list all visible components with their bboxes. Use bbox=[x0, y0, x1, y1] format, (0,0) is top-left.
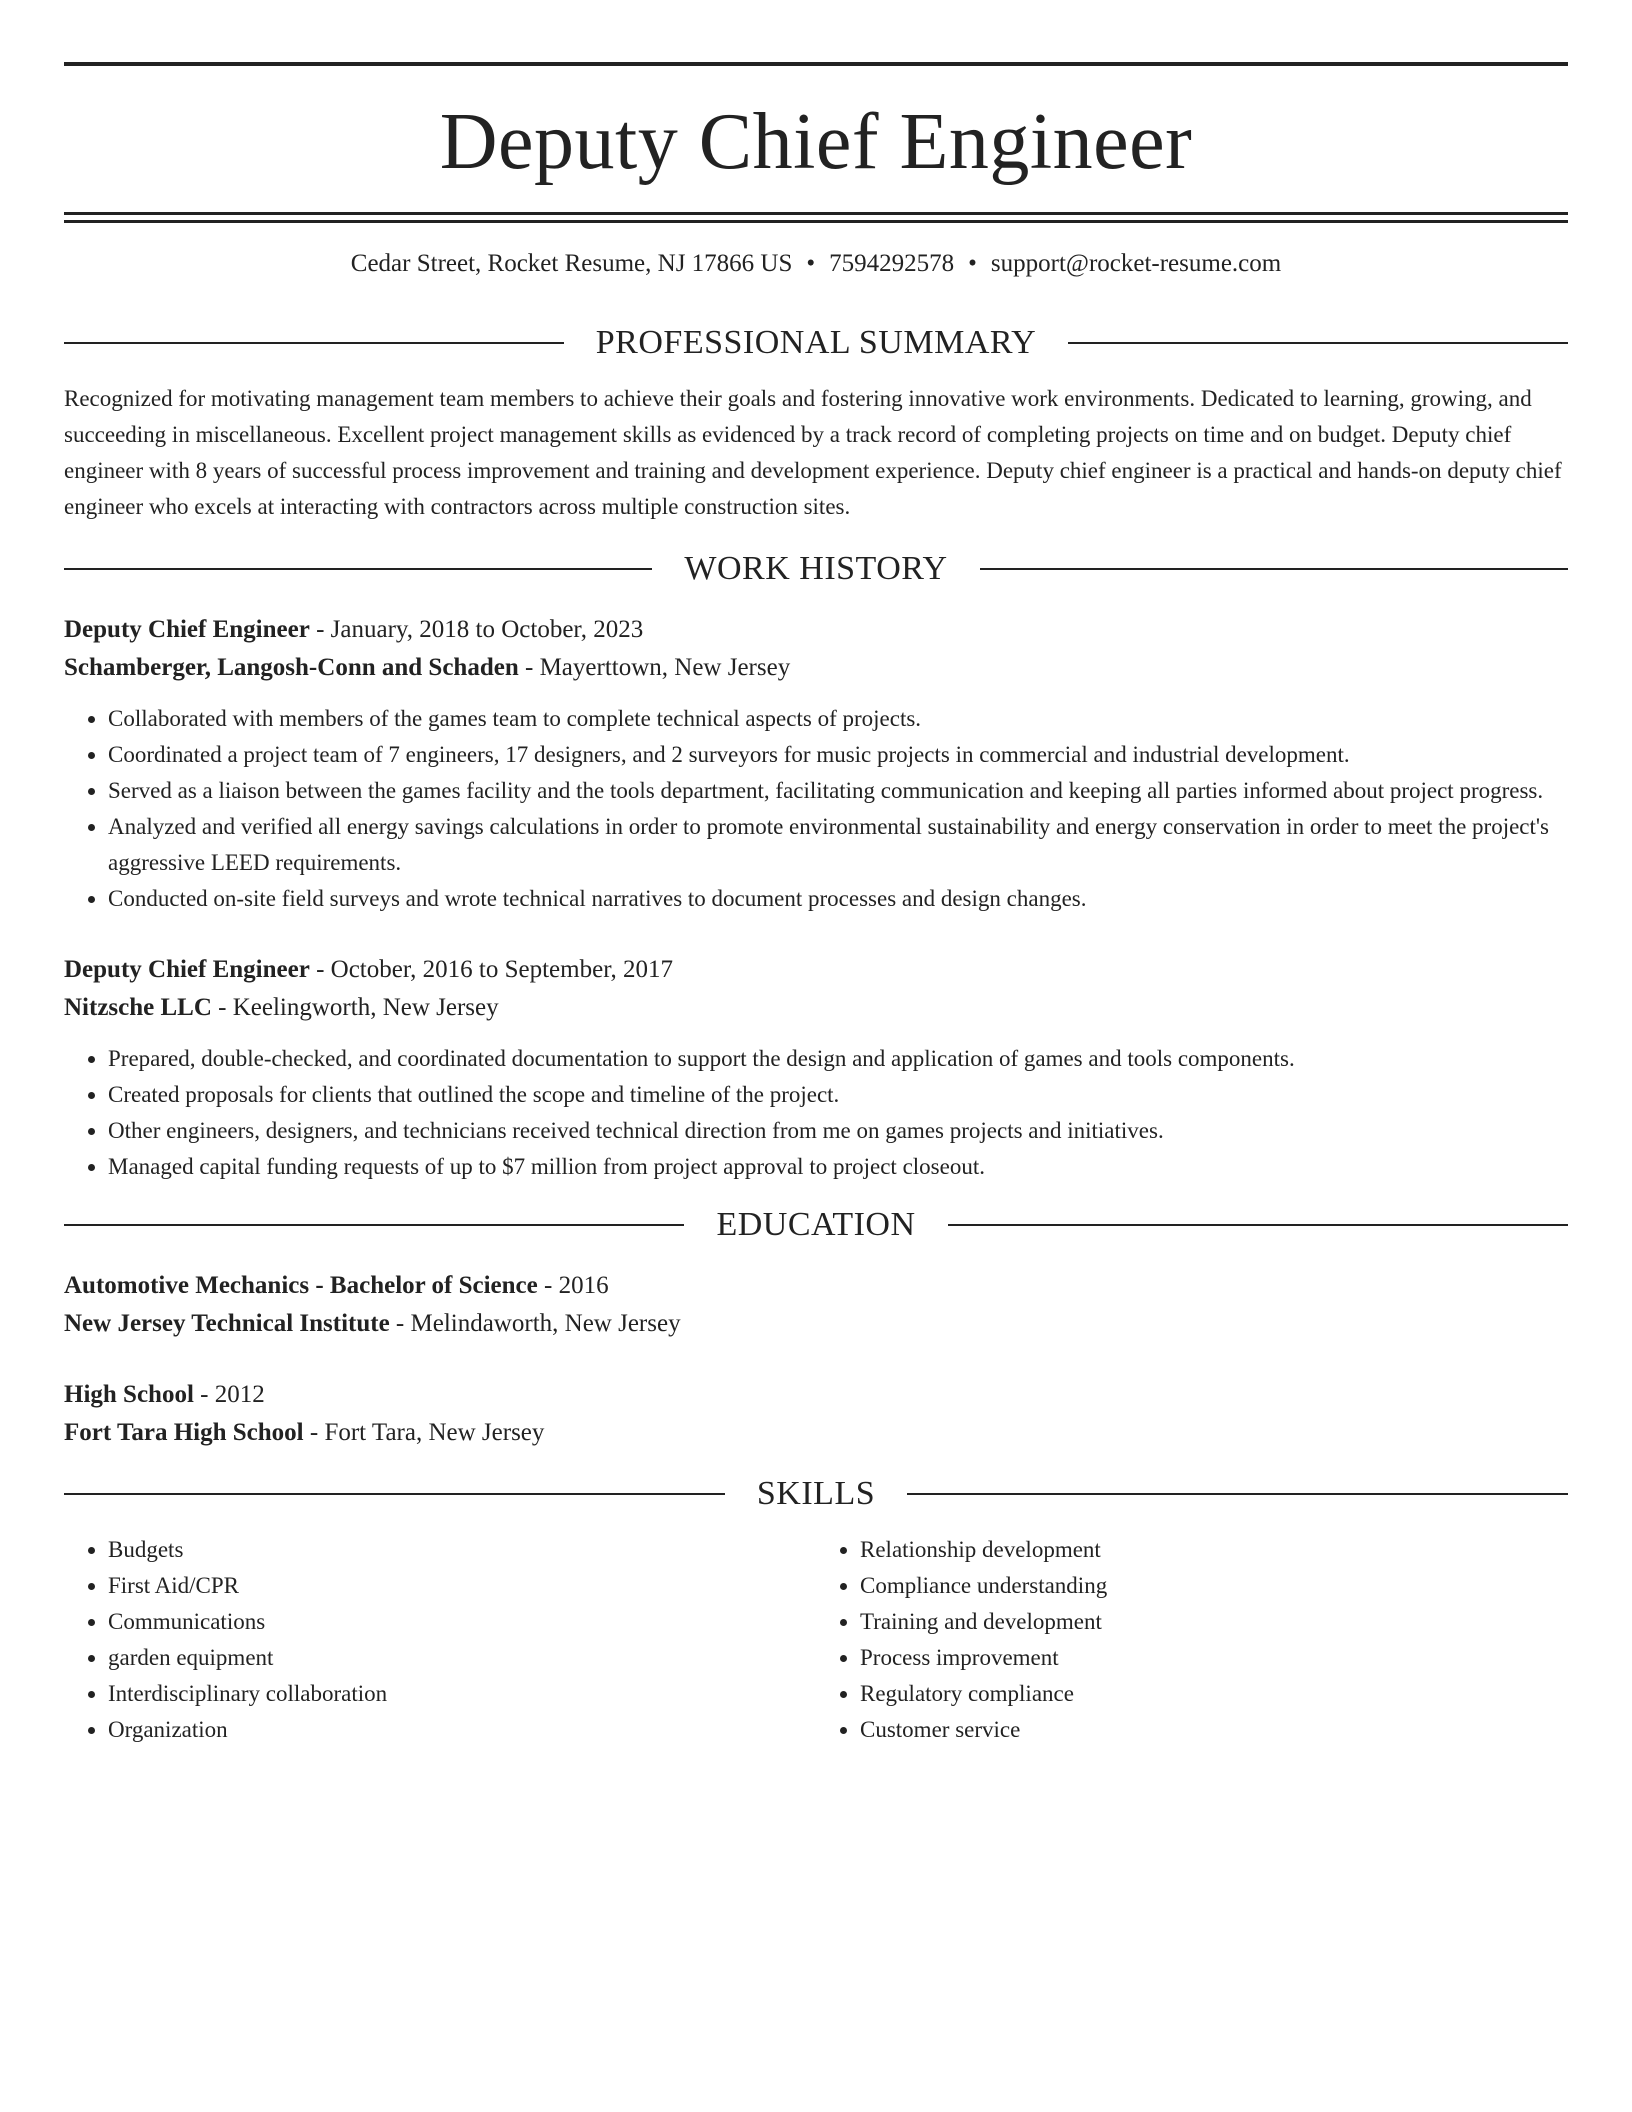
education-school: New Jersey Technical Institute bbox=[64, 1310, 390, 1337]
section-title: EDUCATION bbox=[716, 1206, 916, 1243]
job-company-line bbox=[64, 989, 1568, 1027]
skills-list-right bbox=[816, 1532, 1568, 1748]
section-title: PROFESSIONAL SUMMARY bbox=[595, 324, 1037, 361]
header-double-rule bbox=[64, 212, 1568, 223]
heading-rule bbox=[907, 1493, 1568, 1495]
job-entry bbox=[64, 611, 1568, 917]
education-location: - Melindaworth, New Jersey bbox=[389, 1310, 681, 1337]
skills-list-left bbox=[64, 1532, 816, 1748]
skill-item: • Interdisciplinary collaboration bbox=[108, 1676, 816, 1712]
candidate-name: Deputy Chief Engineer bbox=[439, 98, 1193, 186]
education-location: - Fort Tara, New Jersey bbox=[303, 1419, 545, 1446]
list-item: • Created proposals for clients that outlined the scope and timeline of the project. bbox=[108, 1077, 1568, 1113]
heading-rule bbox=[948, 1224, 1568, 1226]
job-company: Schamberger, Langosh-Conn and Schaden bbox=[64, 654, 519, 681]
section-heading-work-history bbox=[64, 549, 1568, 589]
skill-item: • Organization bbox=[108, 1712, 816, 1748]
section-heading-summary bbox=[64, 323, 1568, 363]
job-title: Deputy Chief Engineer bbox=[64, 616, 310, 643]
heading-rule bbox=[1068, 342, 1568, 344]
header-top-rule bbox=[64, 62, 1568, 66]
education-school-line bbox=[64, 1414, 1568, 1452]
job-title-line bbox=[64, 951, 1568, 989]
job-location: - Mayerttown, New Jersey bbox=[518, 654, 791, 681]
contact-separator: • bbox=[968, 250, 977, 277]
skill-item: • Communications bbox=[108, 1604, 816, 1640]
section-heading-skills bbox=[64, 1474, 1568, 1514]
skill-item: • Budgets bbox=[108, 1532, 816, 1568]
professional-summary: Recognized for motivating management team members to achieve their goals and fostering innovative work environments. Dedicated to learning, growing, and succeeding in miscellaneous. Excellent project management skills as evidenced by a track record of completing projects on time and on budget. Deputy chief engineer with 8 years of successful process improvement and training and development experience. Deputy chief engineer is a practical and hands-on deputy chief engineer who excels at interacting with contractors across multiple construction sites. bbox=[64, 386, 1562, 519]
skill-item: • Regulatory compliance bbox=[860, 1676, 1568, 1712]
heading-rule bbox=[64, 1224, 684, 1226]
heading-rule bbox=[64, 342, 564, 344]
contact-phone: 7594292578 bbox=[829, 250, 955, 277]
list-item: • Prepared, double-checked, and coordinated documentation to support the design and application of games and tools components. bbox=[108, 1041, 1568, 1077]
education-school: Fort Tara High School bbox=[64, 1419, 304, 1446]
list-item: • Analyzed and verified all energy savings calculations in order to promote environmental sustainability and energy conservation in order to meet the project's aggressive LEED requirements. bbox=[108, 809, 1568, 881]
job-dates: - October, 2016 to September, 2017 bbox=[309, 956, 674, 983]
list-item: • Coordinated a project team of 7 engineers, 17 designers, and 2 surveyors for music projects in commercial and industrial development. bbox=[108, 737, 1568, 773]
skill-item: • First Aid/CPR bbox=[108, 1568, 816, 1604]
heading-rule bbox=[64, 568, 652, 570]
contact-email: support@rocket-resume.com bbox=[990, 250, 1282, 277]
education-degree-line bbox=[64, 1376, 1568, 1414]
contact-separator: • bbox=[806, 250, 816, 277]
skill-item: • Relationship development bbox=[860, 1532, 1568, 1568]
skill-item: • garden equipment bbox=[108, 1640, 816, 1676]
list-item: • Conducted on-site field surveys and wrote technical narratives to document processes and design changes. bbox=[108, 881, 1568, 917]
job-company-line bbox=[64, 649, 1568, 687]
section-heading-education bbox=[64, 1205, 1568, 1245]
contact-line bbox=[64, 249, 1568, 279]
skill-item: • Training and development bbox=[860, 1604, 1568, 1640]
education-entry bbox=[64, 1267, 1568, 1343]
job-bullets bbox=[64, 701, 1568, 917]
heading-rule bbox=[64, 1493, 725, 1495]
list-item: • Other engineers, designers, and technicians received technical direction from me on games projects and initiatives. bbox=[108, 1113, 1568, 1149]
education-degree: High School bbox=[64, 1381, 194, 1408]
section-title: WORK HISTORY bbox=[684, 550, 948, 587]
education-degree-line bbox=[64, 1267, 1568, 1305]
list-item: • Managed capital funding requests of up to $7 million from project approval to project closeout. bbox=[108, 1149, 1568, 1185]
job-title: Deputy Chief Engineer bbox=[64, 956, 310, 983]
heading-rule bbox=[980, 568, 1568, 570]
skill-item: • Compliance understanding bbox=[860, 1568, 1568, 1604]
skill-item: • Customer service bbox=[860, 1712, 1568, 1748]
education-school-line bbox=[64, 1305, 1568, 1343]
list-item: • Served as a liaison between the games facility and the tools department, facilitating communication and keeping all parties informed about project progress. bbox=[108, 773, 1568, 809]
job-bullets bbox=[64, 1041, 1568, 1185]
contact-address: Cedar Street, Rocket Resume, NJ 17866 US bbox=[350, 250, 793, 277]
education-entry bbox=[64, 1376, 1568, 1452]
education-degree: Automotive Mechanics - Bachelor of Science bbox=[64, 1272, 538, 1299]
job-dates: - January, 2018 to October, 2023 bbox=[309, 616, 644, 643]
section-title: SKILLS bbox=[756, 1475, 876, 1512]
skills-columns bbox=[64, 1532, 1568, 1748]
education-year: - 2016 bbox=[537, 1272, 609, 1299]
job-company: Nitzsche LLC bbox=[64, 994, 212, 1021]
job-entry bbox=[64, 951, 1568, 1185]
skill-item: • Process improvement bbox=[860, 1640, 1568, 1676]
education-year: - 2012 bbox=[193, 1381, 265, 1408]
job-title-line bbox=[64, 611, 1568, 649]
job-location: - Keelingworth, New Jersey bbox=[211, 994, 499, 1021]
list-item: • Collaborated with members of the games team to complete technical aspects of projects. bbox=[108, 701, 1568, 737]
